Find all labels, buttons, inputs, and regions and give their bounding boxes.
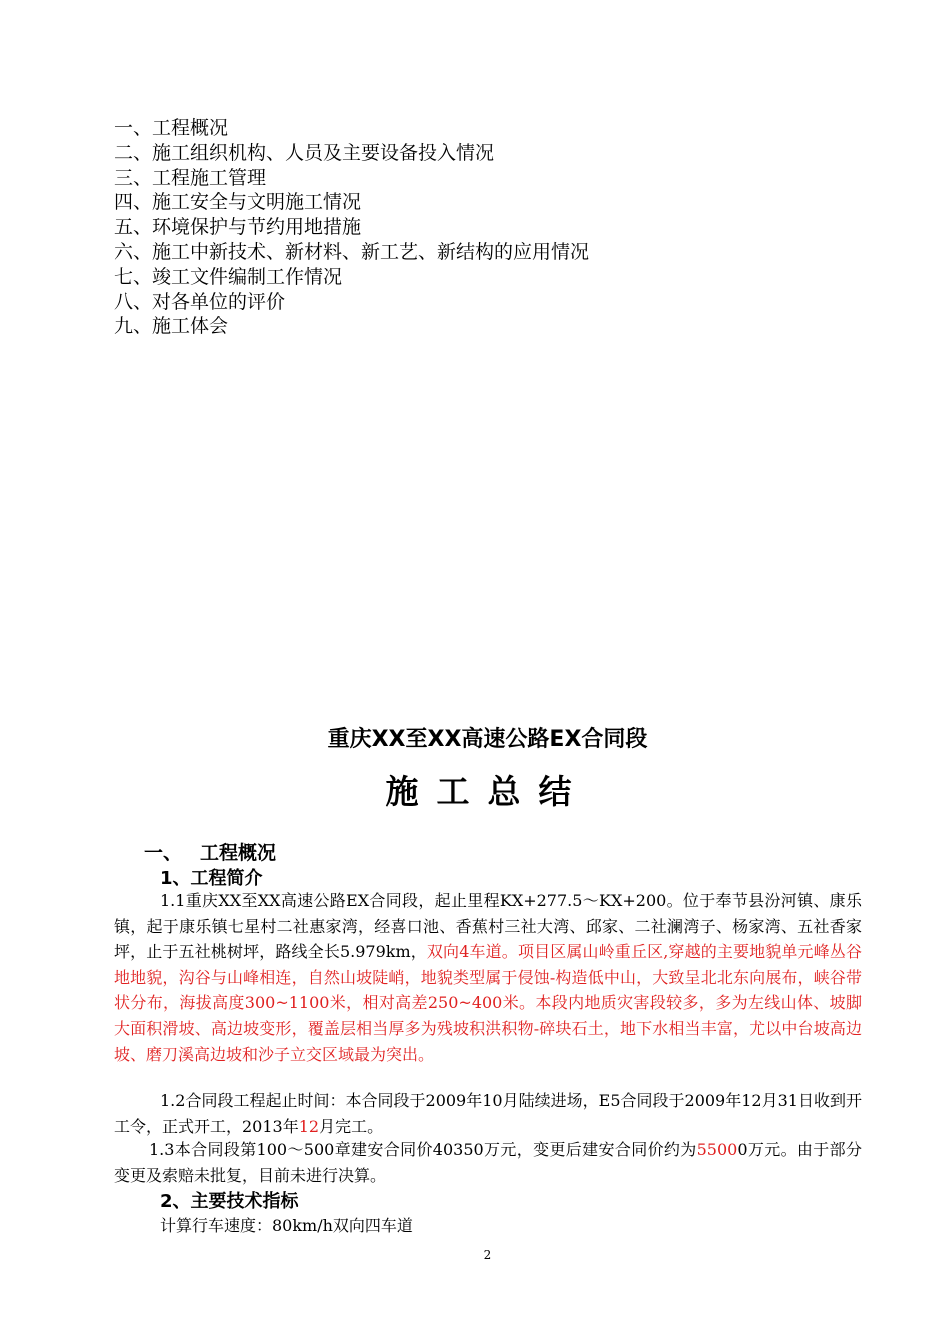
paragraph-1-2 <box>114 1088 862 1139</box>
toc-item: 八、对各单位的评价 <box>114 290 286 313</box>
section-label: 工程概况 <box>200 842 277 864</box>
paragraph-text: 月完工。 <box>319 1116 384 1136</box>
toc-item: 四、施工安全与文明施工情况 <box>114 191 362 214</box>
toc-item: 六、施工中新技术、新材料、新工艺、新结构的应用情况 <box>114 240 590 263</box>
toc-item: 七、竣工文件编制工作情况 <box>114 265 343 288</box>
paragraph-text: 1.2合同段工程起止时间：本合同段于2009年10月陆续进场，E5合同段于2009年12月31日收到开工令，正式开工，2013年 <box>114 1091 862 1136</box>
table-of-contents <box>114 116 589 339</box>
paragraph-1-1 <box>114 888 862 1067</box>
document-title: 重庆XX至XX高速公路EX合同段 <box>327 727 648 752</box>
page-number: 2 <box>483 1248 492 1262</box>
toc-item: 三、工程施工管理 <box>114 166 267 189</box>
paragraph-text: 1.1重庆XX至XX高速公路EX合同段，起止里程KX+277.5～KX+200。位于奉节县汾河镇、康乐镇，起于康乐镇七星村二社惠家湾，经喜口池、香蕉村三社大湾、邱家、二社澜湾子、杨家湾、五社香家坪，止于五社桃树坪，路线全长5.979km， <box>114 891 862 962</box>
section-heading <box>144 838 276 865</box>
paragraph-text-highlight: 5500 <box>696 1140 738 1159</box>
subsection-heading: 2、主要技术指标 <box>160 1191 299 1212</box>
toc-item: 五、环境保护与节约用地措施 <box>114 216 362 239</box>
paragraph-text-highlight: 双向4车道。项目区属山岭重丘区,穿越的主要地貌单元峰丛谷地地貌，沟谷与山峰相连，自然山坡陡峭，地貌类型属于侵蚀-构造低中山，大致呈北北东向展布，峡谷带状分布，海拔高度300~1100米，相对高差250~400米。本段内地质灾害段较多，多为左线山体、坡脚大面积滑坡、高边坡变形，覆盖层相当厚多为残坡积洪积物-碎块石土，地下水相当丰富，尤以中台坡高边坡、磨刀溪高边坡和沙子立交区域最为突出。 <box>114 942 862 1064</box>
paragraph-text: 1.3本合同段第100～500章建安合同价40350万元，变更后建安合同价约为 <box>149 1140 697 1159</box>
subsection-heading: 1、工程简介 <box>160 868 263 889</box>
paragraph-text-highlight: 12 <box>298 1116 320 1136</box>
toc-item: 二、施工组织机构、人员及主要设备投入情况 <box>114 141 495 164</box>
paragraph-text: 0万元。由于部分变更及索赔未批复，目前未进行决算。 <box>114 1140 862 1185</box>
paragraph-1-3 <box>114 1137 862 1188</box>
toc-item: 九、施工体会 <box>114 315 229 338</box>
speed-spec: 计算行车速度：80km/h双向四车道 <box>160 1216 413 1235</box>
section-number: 一、 <box>144 842 183 864</box>
toc-item: 一、工程概况 <box>114 117 229 139</box>
document-subtitle: 施工总结 <box>385 772 590 811</box>
